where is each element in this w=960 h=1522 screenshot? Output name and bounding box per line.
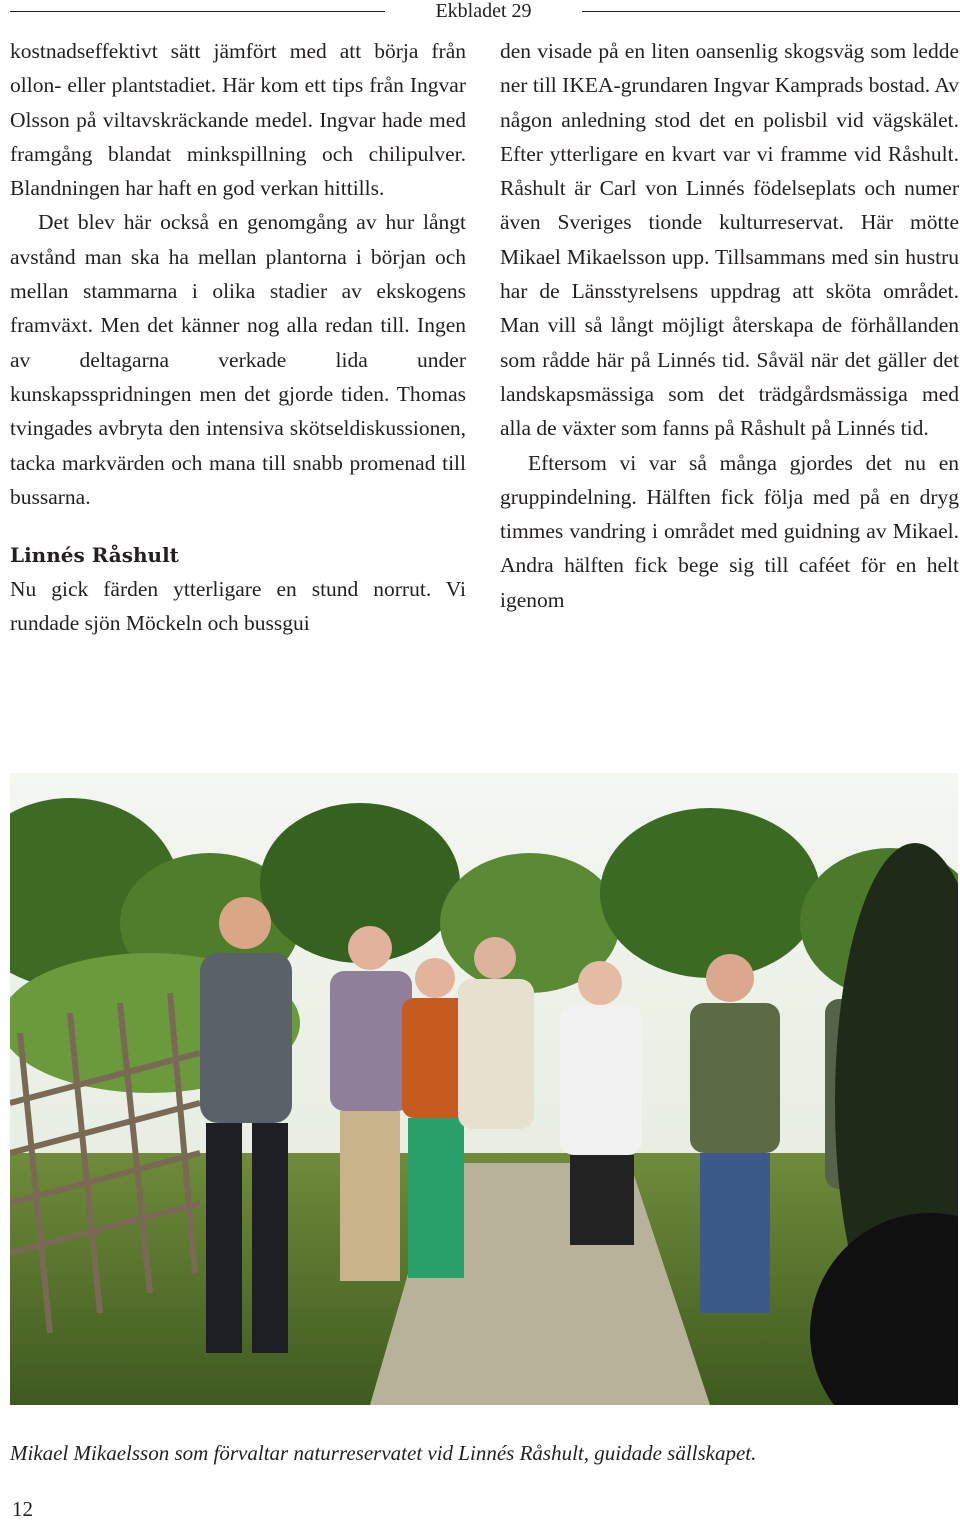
photo-caption: Mikael Mikaelsson som förvaltar naturreservatet vid Linnés Råshult, guidade sällskapet.: [10, 1441, 757, 1465]
right-paragraph-1: den visade på en liten oansenlig skogsväg som ledde ner till IKEA-grundaren Ingvar Kamprads bostad. Av någon anledning stod det en polisbil vid vägskälet. Efter ytterligare en kvart var vi framme vid Råshult. Råshult är Carl von Linnés födelseplats och numer även Sveriges tionde kulturreservat. Här mötte Mikael Mikaelsson upp. Tillsammans med sin hustru har de Länsstyrelsens uppdrag att sköta området. Man vill så långt möjligt återskapa de förhållanden som rådde här på Linnés tid. Såväl när det gäller det landskapsmässiga som det trädgårdsmässiga med alla de växter som fanns på Råshult på Linnés tid.: [500, 39, 959, 441]
header-rule-left: [10, 11, 385, 12]
left-paragraph-2: Det blev här också en genomgång av hur långt avstånd man ska ha mellan plantorna i början och mellan stammarna i olika stadier av ekskogens framväxt. Men det känner nog alla redan till. Ingen av deltagarna verkade lida under kunskapsspridningen men det gjorde tiden. Thomas tvingades avbryta den intensiva skötseldiskussionen, tacka markvärden och mana till snabb promenad till bussarna.: [10, 210, 466, 509]
left-paragraph-3: Nu gick färden ytterligare en stund norrut. Vi rundade sjön Möckeln och bussgui: [10, 577, 466, 636]
left-paragraph-1: kostnadseffektivt sätt jämfört med att börja från ollon- eller plantstadiet. Här kom ett tips från Ingvar Olsson på viltavskräckande medel. Ingvar hade med framgång blandat minkspillning och chilipulver. Blandningen har haft en god verkan hittills.: [10, 39, 466, 201]
group-photo: [10, 773, 958, 1405]
page-header: [0, 0, 960, 24]
right-column: [500, 34, 959, 617]
publication-title: Ekbladet 29: [435, 0, 532, 22]
right-paragraph-2: Eftersom vi var så många gjordes det nu en gruppindelning. Hälften fick följa med på en dryg timmes vandring i området med guidning av Mikael. Andra hälften fick bege sig till caféet för en helt igenom: [500, 450, 959, 612]
left-column: [10, 34, 466, 641]
header-rule-right: [582, 11, 960, 12]
page-number: 12: [12, 1497, 33, 1521]
section-heading: Linnés Råshult: [10, 543, 179, 568]
